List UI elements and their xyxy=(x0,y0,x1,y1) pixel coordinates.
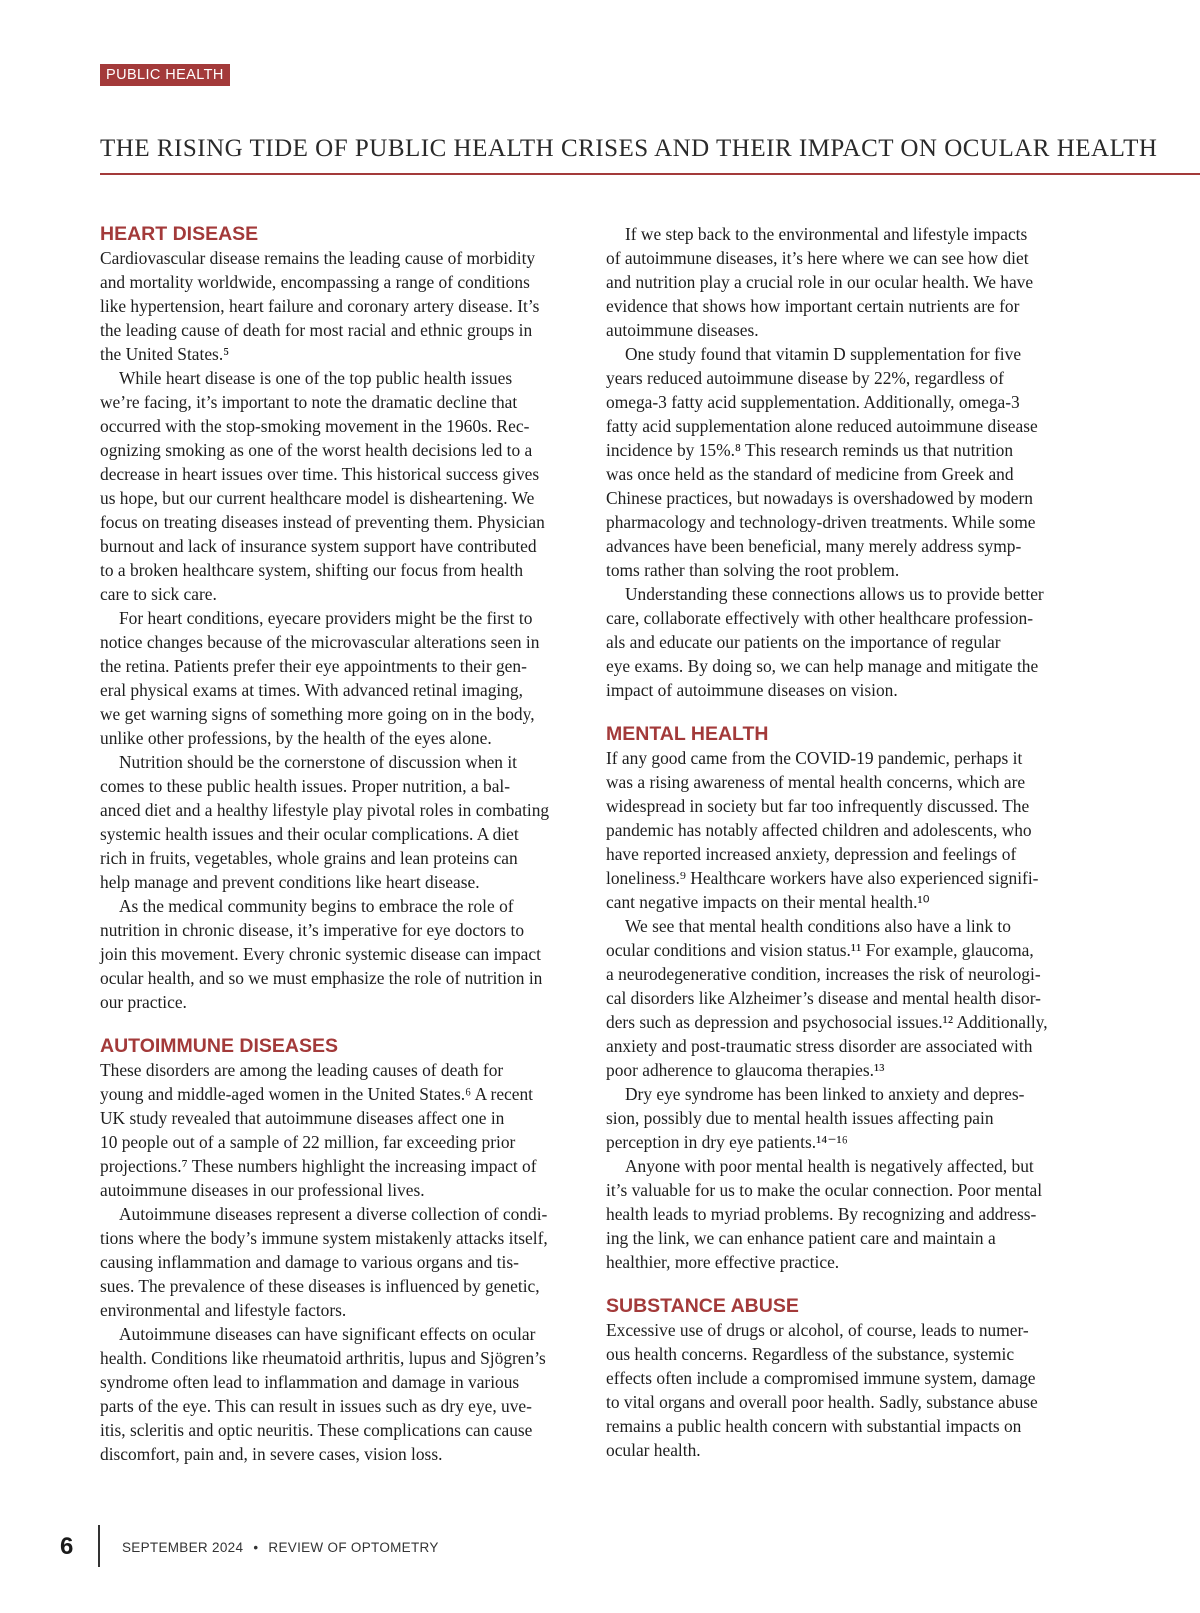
paragraph: While heart disease is one of the top public health issues we’re facing, it’s important to note the dramatic decline that occurred with the stop-smoking movement in the 1960s. Rec- ognizing smoking as one of the worst health decisions led to a decrease in heart issues over time. This historical success gives us hope, but our current healthcare model is disheartening. We focus on treating diseases instead of preventing them. Physician burnout and lack of insurance system support have contributed to a broken healthcare system, shifting our focus from health care to sick care. xyxy=(100,368,545,604)
paragraph: If any good came from the COVID-19 pandemic, perhaps it was a rising awareness of mental health concerns, which are widespread in society but far too infrequently discussed. The pandemic has notably affected children and adolescents, who have reported increased anxiety, depression and feelings of loneliness.⁹ Healthcare workers have also experienced signifi- cant negative impacts on their mental health.¹⁰ xyxy=(606,748,1039,912)
right-column xyxy=(606,222,1086,1462)
heading-mental-health: MENTAL HEALTH xyxy=(606,723,769,745)
footer-line xyxy=(122,1540,439,1555)
paragraph: For heart conditions, eyecare providers might be the first to notice changes because of the microvascular alterations seen in the retina. Patients prefer their eye appointments to their gen- eral physical exams at times. With advanced retinal imaging, we get warning signs of something more going on in the body, unlike other professions, by the health of the eyes alone. xyxy=(100,608,540,748)
footer-bullet: • xyxy=(253,1540,259,1555)
heading-heart-disease: HEART DISEASE xyxy=(100,223,259,245)
left-column xyxy=(100,222,580,1466)
paragraph: Anyone with poor mental health is negatively affected, but it’s valuable for us to make the ocular connection. Poor mental health leads to myriad problems. By recognizing and address- ing the link, we can enhance patient care and maintain a healthier, more effective practice. xyxy=(606,1156,1043,1272)
article-headline: THE RISING TIDE OF PUBLIC HEALTH CRISES AND THEIR IMPACT ON OCULAR HEALTH xyxy=(100,135,1158,162)
section-tag: PUBLIC HEALTH xyxy=(100,64,230,86)
paragraph: One study found that vitamin D supplementation for five years reduced autoimmune disease by 22%, regardless of omega-3 fatty acid supplementation. Additionally, omega-3 fatty acid supplementation alone reduced autoimmune disease incidence by 15%.⁸ This research reminds us that nutrition was once held as the standard of medicine from Greek and Chinese practices, but nowadays is overshadowed by modern pharmacology and technology-driven treatments. While some advances have been beneficial, many merely address symp- toms rather than solving the root problem. xyxy=(606,344,1038,580)
paragraph: Cardiovascular disease remains the leading cause of morbidity and mortality worldwide, encompassing a range of conditions like hypertension, heart failure and coronary artery disease. It’s the leading cause of death for most racial and ethnic groups in the United States.⁵ xyxy=(100,248,540,364)
page-number: 6 xyxy=(60,1533,74,1560)
heading-substance-abuse: SUBSTANCE ABUSE xyxy=(606,1295,799,1317)
paragraph: Excessive use of drugs or alcohol, of course, leads to numer- ous health concerns. Regardless of the substance, systemic effects often include a compromised immune system, damage to vital organs and overall poor health. Sadly, substance abuse remains a public health concern with substantial impacts on ocular health. xyxy=(606,1320,1038,1460)
publication-name: REVIEW OF OPTOMETRY xyxy=(268,1540,439,1555)
paragraph: If we step back to the environmental and lifestyle impacts of autoimmune diseases, it’s here where we can see how diet and nutrition play a crucial role in our ocular health. We have evidence that shows how important certain nutrients are for autoimmune diseases. xyxy=(606,224,1034,340)
paragraph: Nutrition should be the cornerstone of discussion when it comes to these public health issues. Proper nutrition, a bal- anced diet and a healthy lifestyle play pivotal roles in combating systemic health issues and their ocular complications. A diet rich in fruits, vegetables, whole grains and lean proteins can help manage and prevent conditions like heart disease. xyxy=(100,752,550,892)
paragraph: Dry eye syndrome has been linked to anxiety and depres- sion, possibly due to mental health issues affecting pain perception in dry eye patients.¹⁴⁻¹⁶ xyxy=(606,1084,1025,1152)
paragraph: These disorders are among the leading causes of death for young and middle-aged women in the United States.⁶ A recent UK study revealed that autoimmune diseases affect one in 10 people out of a sample of 22 million, far exceeding prior projections.⁷ These numbers highlight the increasing impact of autoimmune diseases in our professional lives. xyxy=(100,1060,537,1200)
paragraph: Understanding these connections allows us to provide better care, collaborate effectively with other healthcare profession- als and educate our patients on the importance of regular eye exams. By doing so, we can help manage and mitigate the impact of autoimmune diseases on vision. xyxy=(606,584,1044,700)
issue-date: SEPTEMBER 2024 xyxy=(122,1540,244,1555)
paragraph: We see that mental health conditions also have a link to ocular conditions and vision status.¹¹ For example, glaucoma, a neurodegenerative condition, increases the risk of neurologi- cal disorders like Alzheimer’s disease and mental health disor- ders such as depression and psychosocial issues.¹² Additionally, anxiety and post-traumatic stress disorder are associated with poor adherence to glaucoma therapies.¹³ xyxy=(606,916,1048,1080)
paragraph: Autoimmune diseases can have significant effects on ocular health. Conditions like rheumatoid arthritis, lupus and Sjögren’s syndrome often lead to inflammation and damage in various parts of the eye. This can result in issues such as dry eye, uve- itis, scleritis and optic neuritis. These complications can cause discomfort, pain and, in severe cases, vision loss. xyxy=(100,1324,546,1464)
footer-divider xyxy=(98,1525,100,1567)
paragraph: Autoimmune diseases represent a diverse collection of condi- tions where the body’s immune system mistakenly attacks itself, causing inflammation and damage to various organs and tis- sues. The prevalence of these diseases is influenced by genetic, environmental and lifestyle factors. xyxy=(100,1204,548,1320)
paragraph: As the medical community begins to embrace the role of nutrition in chronic disease, it’s imperative for eye doctors to join this movement. Every chronic systemic disease can impact ocular health, and so we must emphasize the role of nutrition in our practice. xyxy=(100,896,543,1012)
headline-rule xyxy=(100,173,1200,175)
heading-autoimmune-diseases: AUTOIMMUNE DISEASES xyxy=(100,1035,338,1057)
